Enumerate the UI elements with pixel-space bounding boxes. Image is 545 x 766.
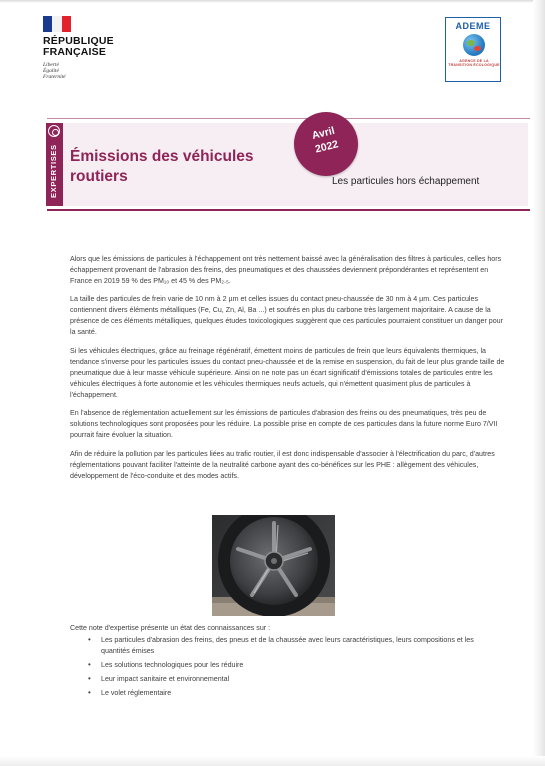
paragraph-5: Afin de réduire la pollution par les particules liées au trafic routier, il est donc indispensable d'associer à l'électrification du parc, d'autres réglementations pouvant faciliter l'atteinte de la neutralité carbone ayant des co-bénéfices sur les PHE : allègement des véhicules, développement de l'éco-conduite et des modes actifs. xyxy=(70,449,495,480)
list-item: • Les solutions technologiques pour les réduire xyxy=(88,660,498,671)
page-edge-right xyxy=(533,0,545,766)
ademe-title: ADEME xyxy=(455,21,491,31)
list-item: • Leur impact sanitaire et environnemental xyxy=(88,674,498,685)
rf-motto xyxy=(43,62,133,81)
ademe-logo xyxy=(445,17,501,82)
car-wheel-photo xyxy=(212,515,335,616)
banner-bottom-rule xyxy=(47,209,530,211)
ademe-subtitle: AGENCE DE LA TRANSITION ÉCOLOGIQUE xyxy=(448,59,500,68)
rf-motto-fraternite: Fraternité xyxy=(43,74,66,81)
french-flag-icon xyxy=(43,16,71,32)
date-month: Avril xyxy=(310,124,336,142)
date-year: 2022 xyxy=(313,138,340,156)
body-content xyxy=(70,254,510,489)
summary-list xyxy=(88,635,498,703)
rf-name-line2: FRANÇAISE xyxy=(43,46,107,58)
list-item: • Les particules d'abrasion des freins, des pneus et de la chaussée avec leurs caractéristiques, leurs compositions et les quantités émises xyxy=(88,635,498,656)
banner-top-rule xyxy=(47,118,530,119)
paragraph-1: Alors que les émissions de particules à l'échappement ont très nettement baissé avec la généralisation des filtres à particules, celles hors échappement provenant de l'abrasion des freins, des pneumatiques et des chaussées deviennent prépondérantes et représentent en France en 2019 59 % des PM₁₀ et 45 % des PM₂.₅. xyxy=(70,255,502,285)
rf-motto-liberte: Liberté xyxy=(43,62,59,68)
document-title: Émissions des véhicules routiers xyxy=(70,148,254,185)
page-edge-top xyxy=(0,0,545,3)
document-subtitle: Les particules hors échappement xyxy=(332,176,480,187)
paragraph-2: La taille des particules de frein varie de 10 nm à 2 µm et celles issues du contact pneu-chaussée de 30 nm à 4 µm. Ces particules contiennent divers éléments métalliques (Fe, Cu, Zn, Al, Ba ...) et soufrés en plus du carbone très largement majoritaire. A cause de la présence de ces éléments métalliques, quelques études toxicologiques suggèrent que ces particules pourraient constituer un danger pour la santé. xyxy=(70,295,503,337)
magnifier-icon xyxy=(48,125,60,137)
paragraph-3: Si les véhicules électriques, grâce au freinage régénératif, émettent moins de particules de frein que leurs équivalents thermiques, la tendance s'inverse pour les particules issues du contact pneu-chaussée et de la remise en suspension, du fait de leur plus grande taille de pneumatique due à leur masse véhicule supérieure. Ainsi on ne note pas un écart significatif d'émissions totales de particules entre les véhicules électriques à forte autonomie et les véhicules thermiques neufs actuels, qui n'émettent quasiment plus de particules à l'échappement. xyxy=(70,346,505,399)
page-edge-bottom xyxy=(0,756,545,766)
list-item: • Le volet réglementaire xyxy=(88,688,498,699)
globe-icon xyxy=(463,34,485,56)
rf-name-line1: RÉPUBLIQUE xyxy=(43,35,114,47)
summary-intro: Cette note d'expertise présente un état des connaissances sur : xyxy=(70,624,271,632)
paragraph-4: En l'absence de réglementation actuellement sur les émissions de particules d'abrasion des freins ou des pneumatiques, très peu de solutions technologiques sont proposées pour les réduire. La possible prise en compte de ces particules dans la future norme Euro 7/VII pourrait faire évoluer la situation. xyxy=(70,409,498,440)
wheel-image xyxy=(212,515,335,616)
category-label: EXPERTISES xyxy=(49,144,58,198)
rf-motto-egalite: Égalité xyxy=(43,68,59,75)
republique-francaise-logo xyxy=(43,16,133,81)
